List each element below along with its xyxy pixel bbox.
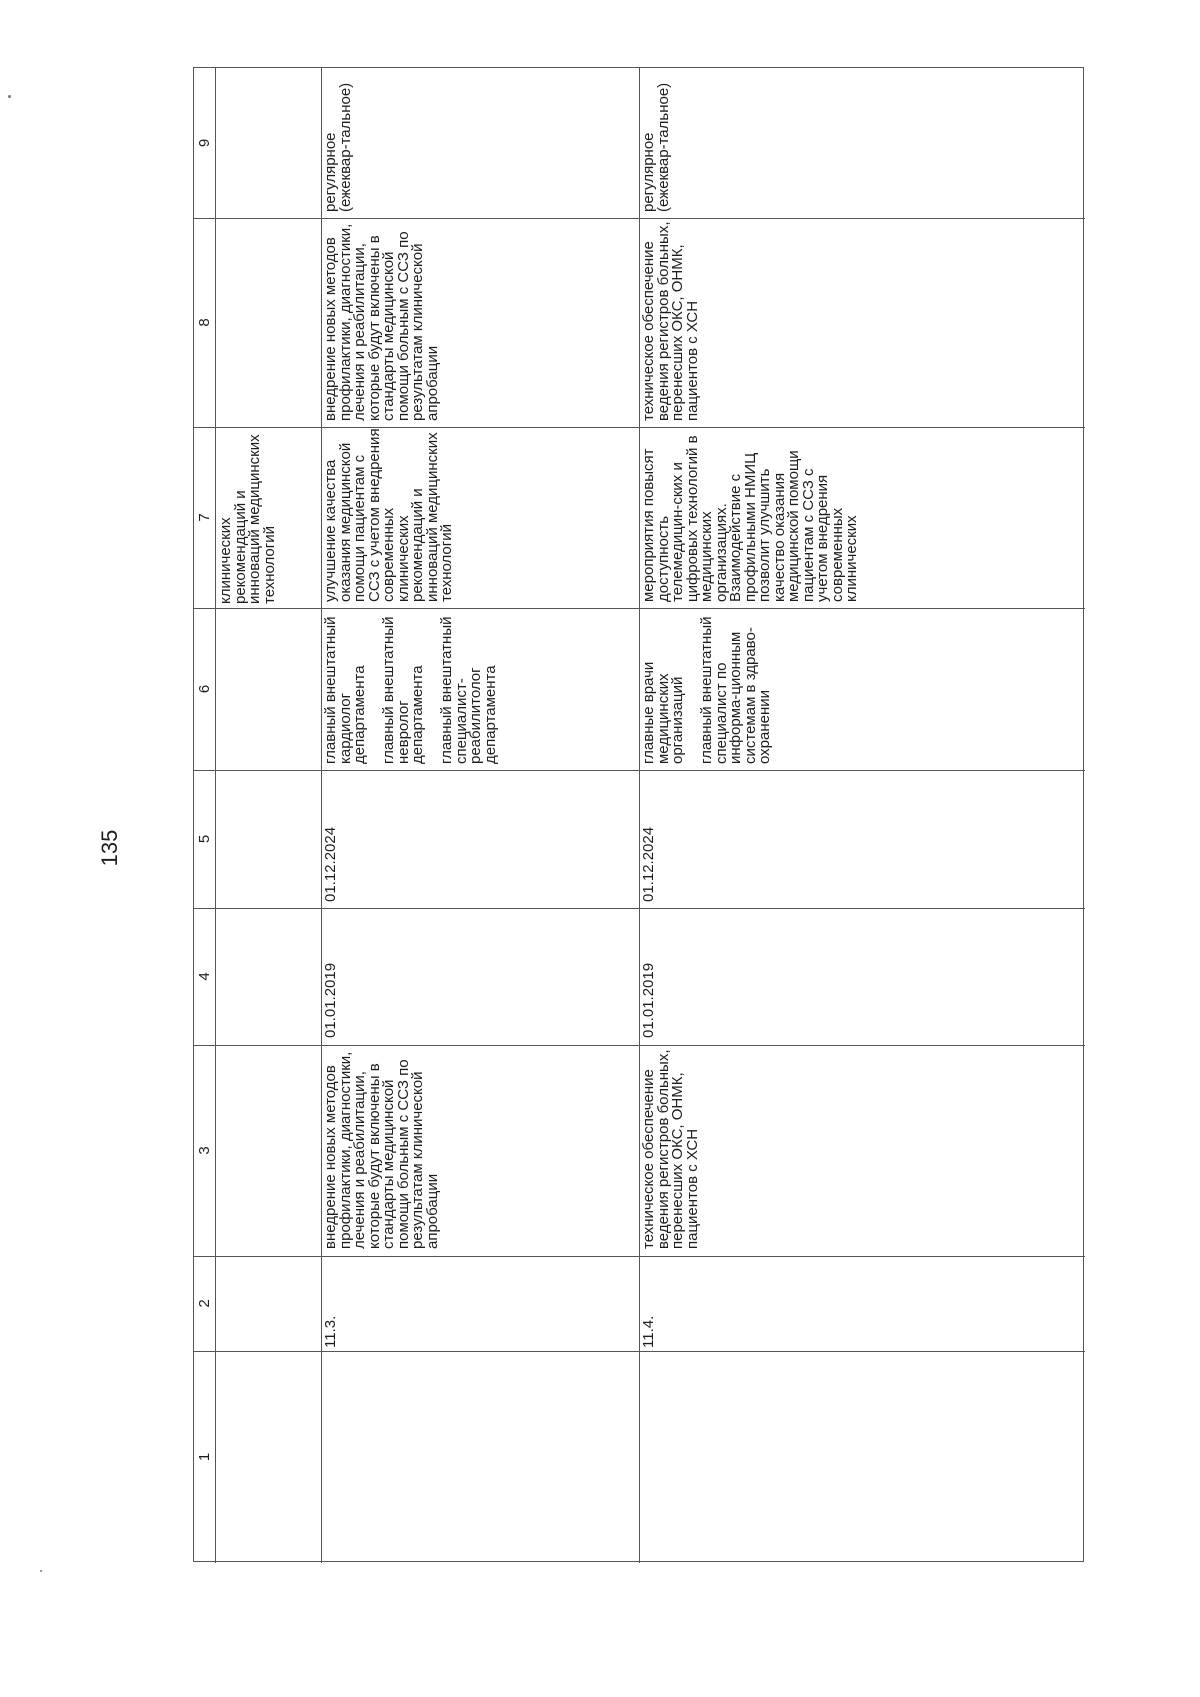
row-11-3-responsible-3: главный внештатный специалист-реабилитолог департамента [438,616,499,764]
header-cell-8: 8 [196,318,213,327]
header-cell-3: 3 [196,1146,213,1155]
row-11-3-name: внедрение новых методов профилактики, диагностики, лечения и реабилитации, которые будут включены в стандарты медицинской помощи больным с ССЗ по результатам клинической апробации [322,1051,441,1249]
row-11-4-periodicity: регулярное (ежеквар-тальное) [640,82,672,212]
row-11-4-name: техническое обеспечение ведения регистров больных, перенесших ОКС, ОНМК, пациентов с ХСН [640,1049,701,1249]
row-11-4-indicator: техническое обеспечение ведения регистров больных, перенесших ОКС, ОНМК, пациентов с ХСН [640,221,701,421]
row-11-4-responsible [642,608,1082,764]
row-11-4-responsible-1: главные врачи медицинских организаций [640,661,686,764]
row-11-3-responsible-2: главный внештатный невролог департамента [380,616,426,764]
row-11-3-periodicity: регулярное (ежеквар-тальное) [322,82,354,212]
plan-table [193,67,1084,1562]
scan-speck [8,95,11,98]
header-cell-6: 6 [196,684,213,694]
header-cell-1: 1 [196,1452,213,1462]
row-11-3-indicator: внедрение новых методов профилактики, диагностики, лечения и реабилитации, которые будут включены в стандарты медицинской помощи больным с ССЗ по результатам клинической апробации [322,223,441,421]
header-cell-9: 9 [196,138,213,148]
row-11-4-end: 01.12.2024 [640,826,657,902]
row-11-3-result: улучшение качества оказания медицинской помощи пациентам с ССЗ с учетом внедрения современных клинических рекомендаций и инноваций медицинских технологий [322,428,455,602]
row-11-4-start: 01.01.2019 [640,962,657,1038]
row-11-3-num: 11.3. [322,1315,339,1348]
row-11-3-responsible-1: главный внештатный кардиолог департамента [322,616,368,764]
row-11-3-start: 01.01.2019 [322,962,339,1038]
header-cell-2: 2 [196,1299,213,1308]
scan-speck [40,1570,42,1572]
row-11-3-responsible [324,608,634,764]
header-cell-7: 7 [196,513,213,522]
row-11-4-result: мероприятия повысят доступность телемедицин-ских и цифровых технологий в медицинских организациях. Взаимодействие с профильными НМИЦ позволит улучшить качество оказания медицинской помощи пациентам с ССЗ с учетом внедрения современных клинических [640,435,860,602]
header-cell-5: 5 [196,834,213,844]
header-cell-4: 4 [196,972,213,981]
continuation-col7: клинических рекомендаций и инноваций медицинских технологий [217,434,278,604]
page-number: 135 [97,829,122,867]
row-11-3-end: 01.12.2024 [322,826,339,902]
row-11-4-responsible-2: главный внештатный специалист по информа-ционным системам в здраво-охранении [698,616,773,764]
row-11-4-num: 11.4. [640,1315,657,1348]
